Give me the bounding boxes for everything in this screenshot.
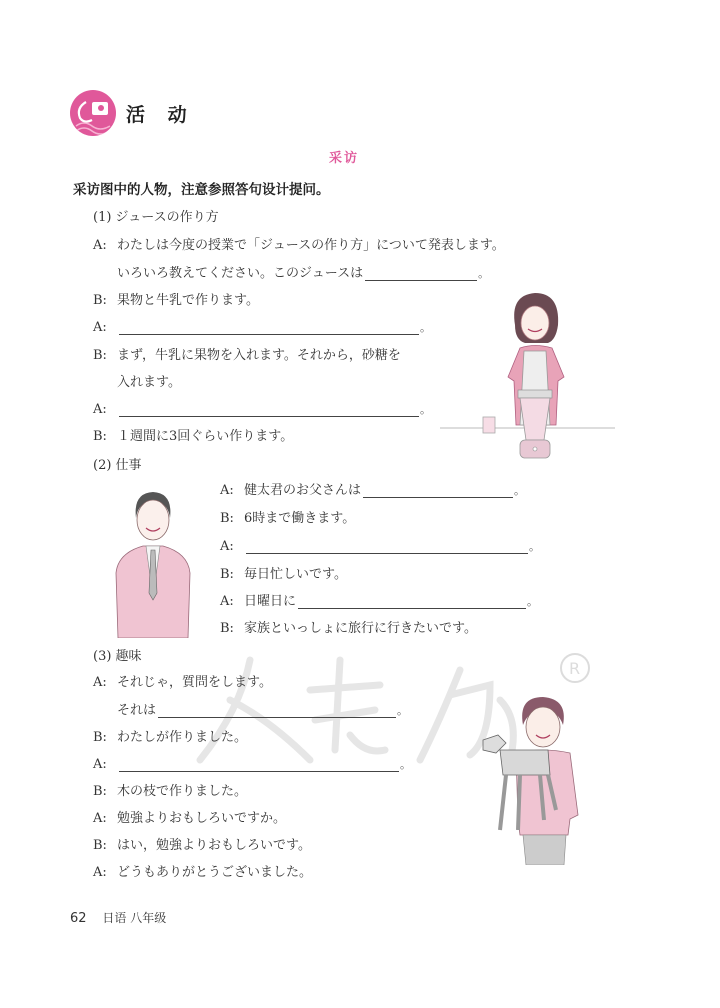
dialogue-line: B: 毎日忙しいです。 bbox=[220, 567, 347, 582]
dialogue-line: A: 。 bbox=[93, 757, 411, 772]
boy-with-wooden-toy-illustration bbox=[478, 695, 598, 865]
dialogue-line: いろいろ教えてください。このジュースは 。 bbox=[117, 266, 490, 281]
dialogue-line: A: どうもありがとうございました。 bbox=[93, 865, 313, 880]
page-number: 62 bbox=[70, 911, 87, 926]
dialogue-line: B: 果物と牛乳で作ります。 bbox=[93, 293, 259, 308]
book-title: 日语 八年级 bbox=[102, 911, 167, 925]
part1-heading: (1) ジュースの作り方 bbox=[93, 210, 219, 225]
activity-header bbox=[70, 88, 195, 138]
dialogue-line: A: 。 bbox=[93, 402, 431, 417]
part3-heading: (3) 趣味 bbox=[93, 649, 142, 664]
dialogue-line: A: 日曜日に 。 bbox=[220, 594, 539, 609]
instruction: 采访图中的人物，注意参照答句设计提问。 bbox=[73, 182, 330, 198]
dialogue-line: それは 。 bbox=[117, 703, 409, 718]
dialogue-line: A: わたしは今度の授業で「ジュースの作り方」について発表します。 bbox=[93, 238, 505, 253]
answer-blank[interactable] bbox=[119, 403, 419, 417]
dialogue-line: B: 家族といっしょに旅行に行きたいです。 bbox=[220, 621, 477, 636]
answer-blank[interactable] bbox=[158, 704, 396, 718]
woman-making-juice-illustration bbox=[440, 285, 620, 470]
dialogue-line: B: 6時まで働きます。 bbox=[220, 511, 356, 526]
activity-title: 活 动 bbox=[126, 103, 195, 126]
businessman-illustration bbox=[108, 488, 198, 638]
answer-blank[interactable] bbox=[119, 758, 399, 772]
part2-heading: (2) 仕事 bbox=[93, 458, 142, 473]
dialogue-line: A: 。 bbox=[93, 320, 431, 335]
dialogue-line: B: わたしが作りました。 bbox=[93, 730, 248, 745]
dialogue-line: 入れます。 bbox=[117, 375, 181, 390]
answer-blank[interactable] bbox=[298, 595, 526, 609]
dialogue-line: A: 健太君のお父さんは 。 bbox=[220, 483, 526, 498]
dialogue-line: A: 勉強よりおもしろいですか。 bbox=[93, 811, 287, 826]
dialogue-line: A: それじゃ，質問をします。 bbox=[93, 675, 272, 690]
dialogue-line: B: はい，勉強よりおもしろいです。 bbox=[93, 838, 311, 853]
page-footer bbox=[70, 909, 166, 926]
dialogue-line: B: 木の枝で作りました。 bbox=[93, 784, 248, 799]
answer-blank[interactable] bbox=[246, 540, 528, 554]
fish-kite-icon bbox=[70, 90, 116, 136]
svg-text:R: R bbox=[569, 659, 581, 678]
answer-blank[interactable] bbox=[365, 267, 477, 281]
dialogue-line: A: 。 bbox=[220, 539, 540, 554]
answer-blank[interactable] bbox=[119, 321, 419, 335]
section-title: 采访 bbox=[329, 151, 360, 166]
dialogue-line: B: まず，牛乳に果物を入れます。それから，砂糖を bbox=[93, 348, 401, 363]
answer-blank[interactable] bbox=[363, 484, 513, 498]
dialogue-line: B: １週間に3回ぐらい作ります。 bbox=[93, 429, 294, 444]
